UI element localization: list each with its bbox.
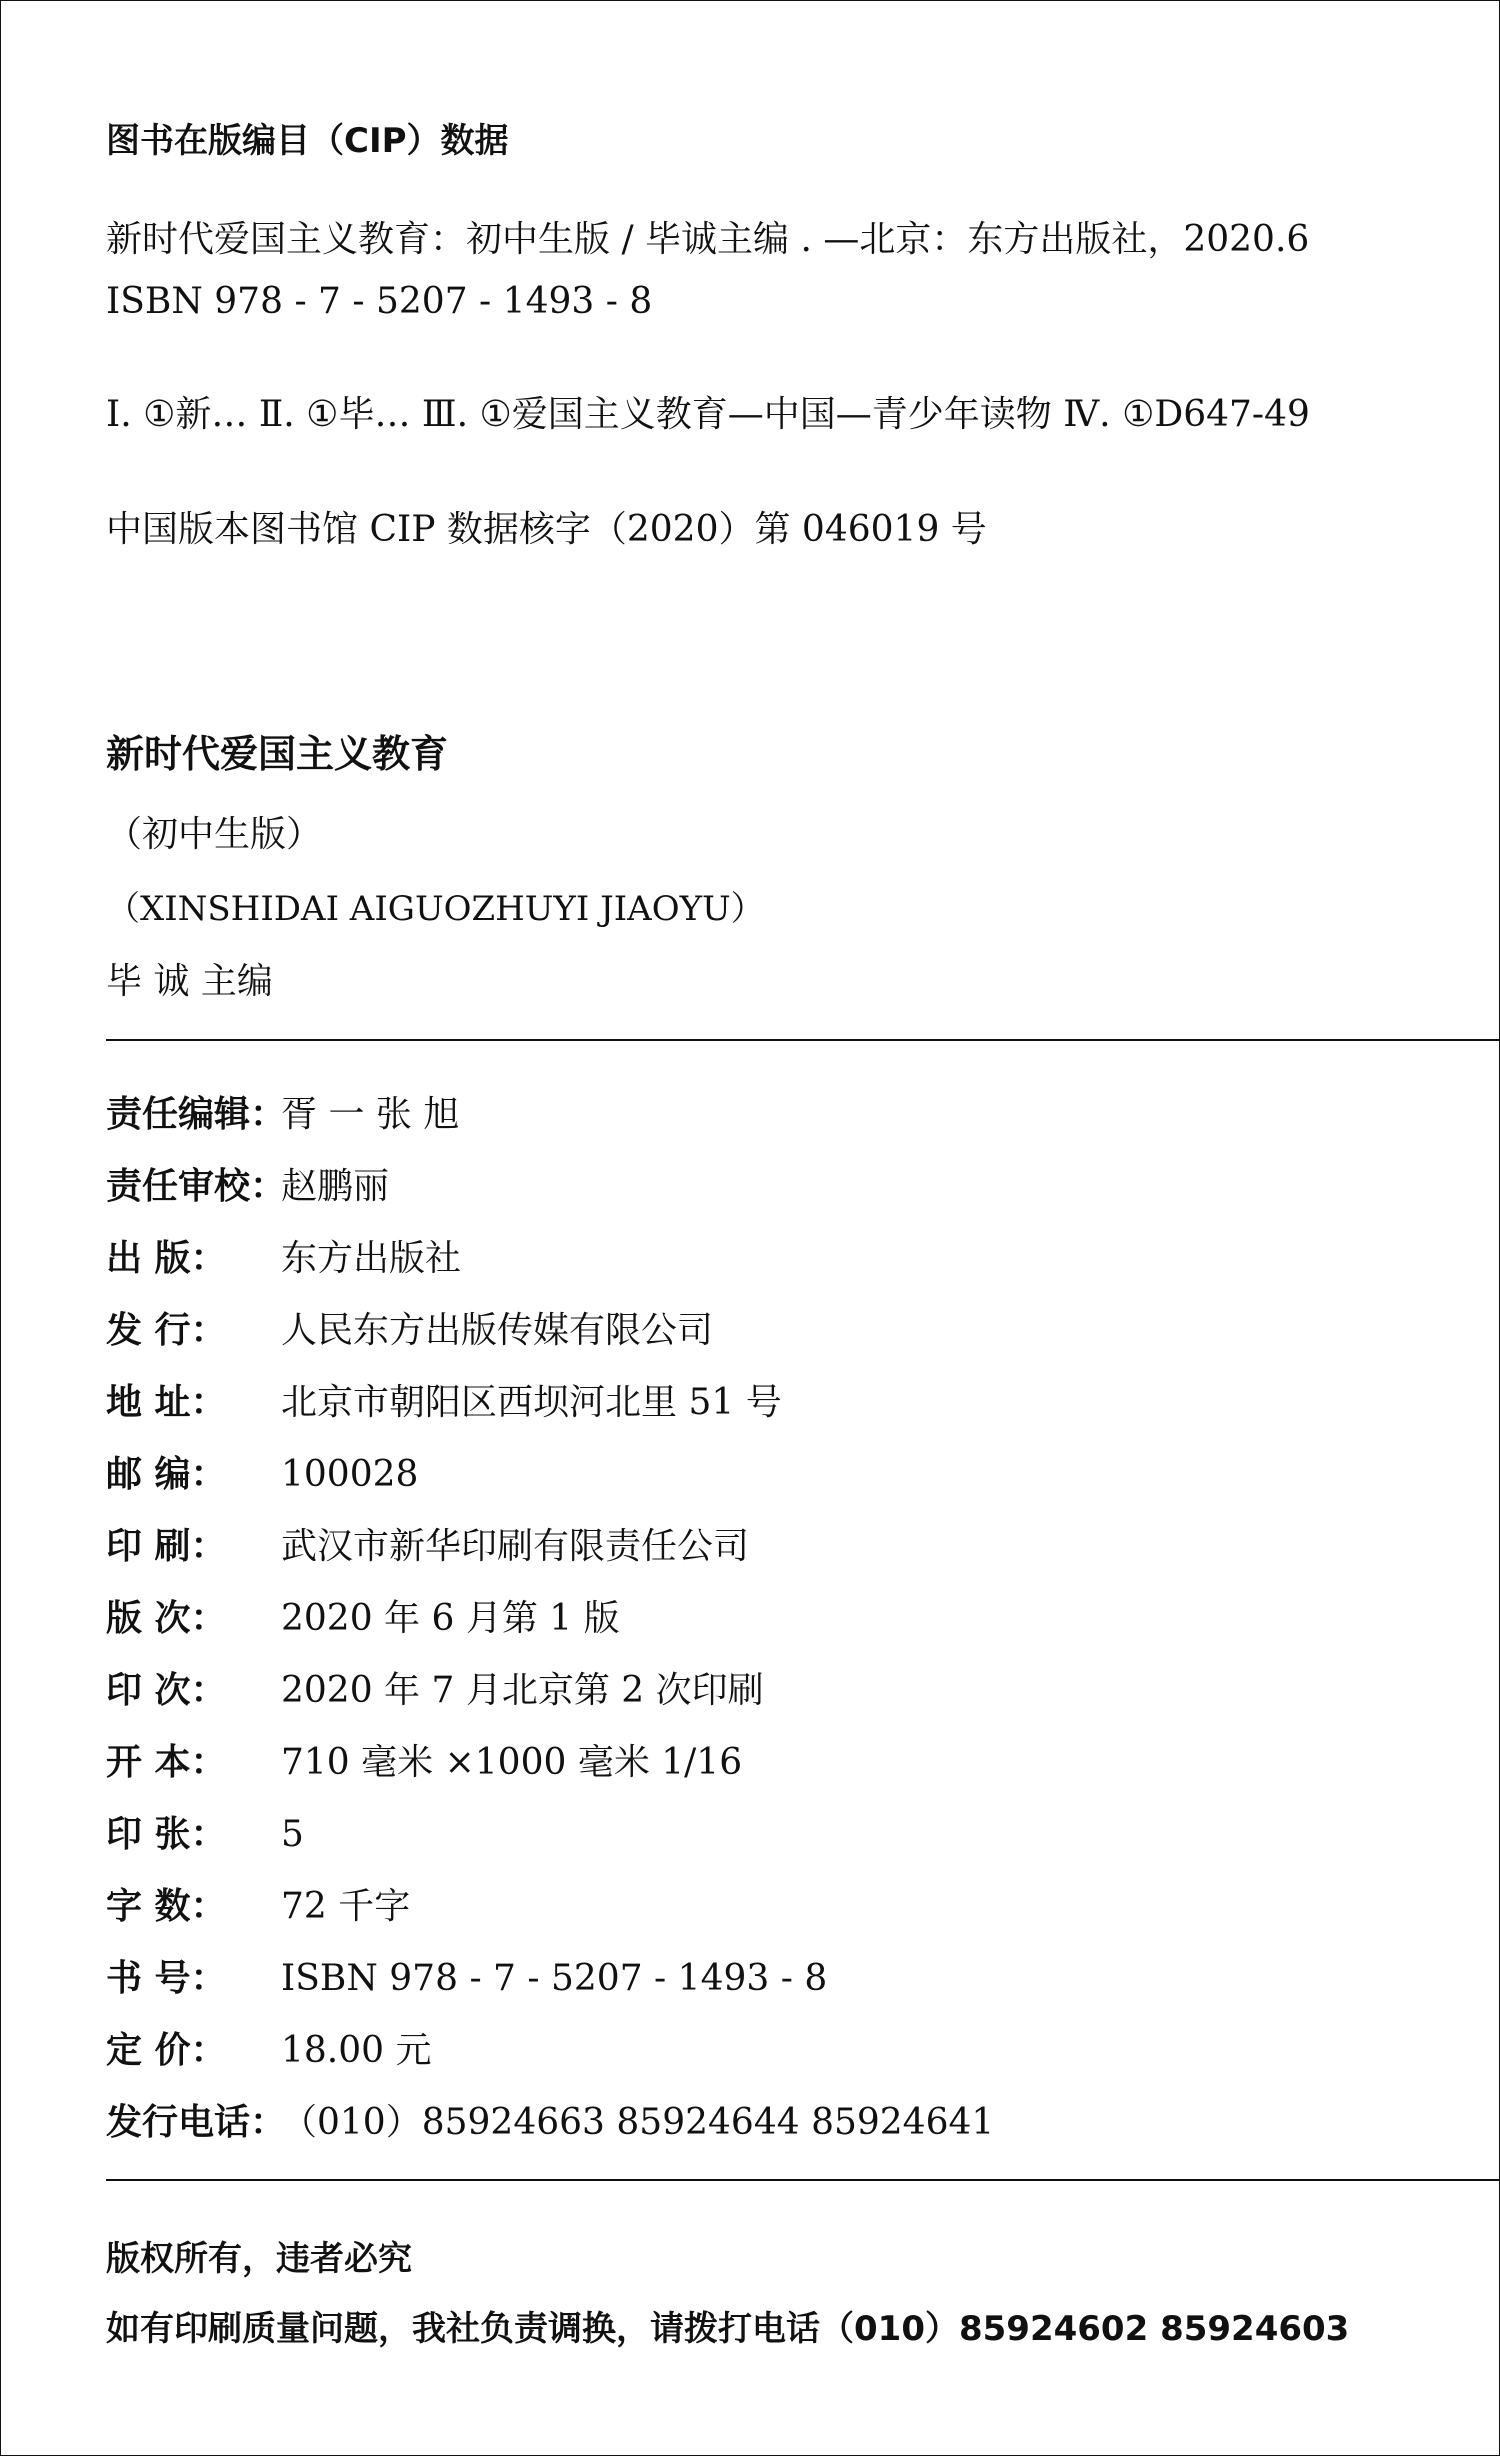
detail-row — [106, 1302, 713, 1353]
detail-value: 赵鹏丽 — [281, 1166, 390, 1207]
detail-value: 东方出版社 — [281, 1238, 462, 1279]
detail-label: 印 刷： — [106, 1526, 227, 1567]
detail-value: 72 千字 — [281, 1886, 411, 1927]
detail-row — [106, 1662, 764, 1713]
cip-entry: 新时代爱国主义教育：初中生版 / 毕诚主编 . —北京：东方出版社，2020.6 — [106, 219, 1310, 260]
detail-label: 开 本： — [106, 1742, 227, 1783]
detail-value: 胥 一 张 旭 — [281, 1094, 460, 1135]
detail-label: 出 版： — [106, 1238, 227, 1279]
cip-classification: Ⅰ. ①新… Ⅱ. ①毕… Ⅲ. ①爱国主义教育—中国—青少年读物 Ⅳ. ①D647-49 — [106, 394, 1310, 435]
detail-row — [106, 1086, 459, 1137]
detail-label: 印 次： — [106, 1670, 227, 1711]
detail-row — [106, 2022, 432, 2073]
quality-notice: 如有印刷质量问题，我社负责调换，请拨打电话（010）85924602 85924603 — [106, 2309, 1350, 2349]
detail-value: 2020 年 6 月第 1 版 — [281, 1598, 620, 1639]
cip-verification: 中国版本图书馆 CIP 数据核字（2020）第 046019 号 — [106, 509, 987, 550]
detail-value: 人民东方出版传媒有限公司 — [281, 1310, 714, 1351]
detail-row — [106, 1734, 742, 1785]
detail-row — [106, 1590, 620, 1641]
book-editor: 毕 诚 主编 — [106, 961, 273, 1002]
detail-label: 责任编辑： — [106, 1094, 287, 1135]
detail-value: 18.00 元 — [281, 2030, 432, 2071]
detail-value: （010）85924663 85924644 85924641 — [281, 2102, 995, 2143]
copyright-notice: 版权所有，违者必究 — [106, 2239, 412, 2279]
detail-value: 100028 — [281, 1454, 419, 1495]
detail-label: 书 号： — [106, 1958, 227, 1999]
detail-label: 发 行： — [106, 1310, 227, 1351]
detail-label: 定 价： — [106, 2030, 227, 2071]
detail-label: 印 张： — [106, 1814, 227, 1855]
detail-row — [106, 1878, 410, 1929]
detail-label: 字 数： — [106, 1886, 227, 1927]
book-title: 新时代爱国主义教育 — [106, 732, 449, 776]
divider-bottom — [106, 2179, 1499, 2181]
book-pinyin-title: （XINSHIDAI AIGUOZHUYI JIAOYU） — [106, 889, 765, 929]
detail-row — [106, 1230, 461, 1281]
detail-row — [106, 1518, 749, 1569]
detail-value: 北京市朝阳区西坝河北里 51 号 — [281, 1382, 782, 1423]
detail-row — [106, 1158, 389, 1209]
detail-label: 邮 编： — [106, 1454, 227, 1495]
detail-label: 版 次： — [106, 1598, 227, 1639]
detail-label: 发行电话： — [106, 2102, 287, 2143]
cip-isbn: ISBN 978 - 7 - 5207 - 1493 - 8 — [106, 281, 653, 322]
detail-value: 710 毫米 ×1000 毫米 1/16 — [281, 1742, 743, 1783]
detail-value: 2020 年 7 月北京第 2 次印刷 — [281, 1670, 764, 1711]
detail-row — [106, 1446, 418, 1497]
book-edition-note: （初中生版） — [106, 814, 323, 855]
detail-value: 武汉市新华印刷有限责任公司 — [281, 1526, 750, 1567]
cip-heading: 图书在版编目（CIP）数据 — [106, 121, 509, 161]
detail-row — [106, 2094, 994, 2145]
divider-top — [106, 1039, 1499, 1041]
detail-row — [106, 1374, 782, 1425]
detail-row — [106, 1950, 827, 2001]
detail-label: 责任审校： — [106, 1166, 287, 1207]
detail-label: 地 址： — [106, 1382, 227, 1423]
detail-value: 5 — [281, 1814, 304, 1855]
detail-row — [106, 1806, 304, 1857]
detail-value: ISBN 978 - 7 - 5207 - 1493 - 8 — [281, 1958, 828, 1999]
